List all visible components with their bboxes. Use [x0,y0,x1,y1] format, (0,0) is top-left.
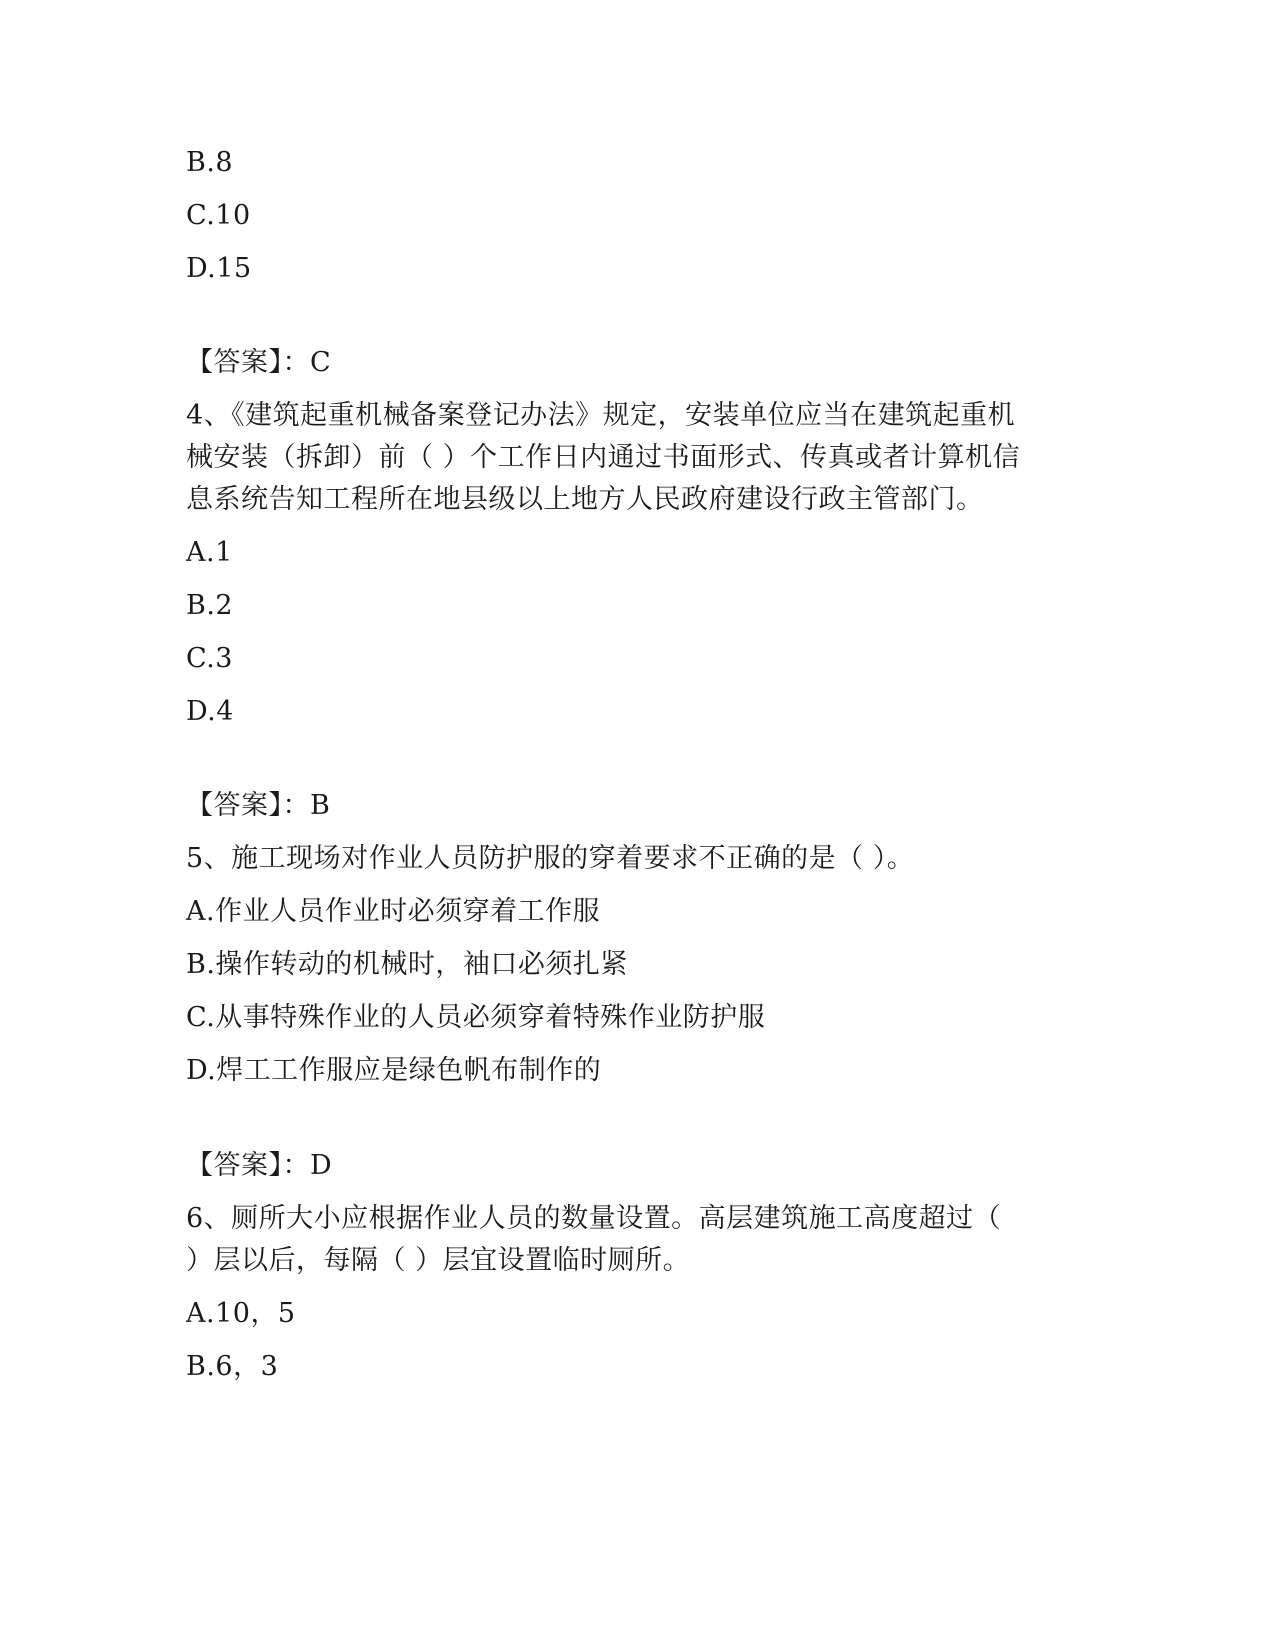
q4-answer: 【答案】：B [186,790,331,821]
q4-stem-line-3: 息系统告知工程所在地县级以上地方人民政府建设行政主管部门。 [186,484,984,515]
q4-option-a: A.1 [186,537,233,568]
q5-option-b: B.操作转动的机械时，袖口必须扎紧 [186,949,628,980]
q3-option-c: C.10 [186,200,251,231]
q5-option-d: D.焊工工作服应是绿色帆布制作的 [186,1055,602,1086]
q6-option-a: A.10，5 [186,1298,296,1329]
q6-option-b: B.6，3 [186,1351,279,1382]
q4-option-d: D.4 [186,696,234,727]
q3-option-d: D.15 [186,253,252,284]
q4-option-b: B.2 [186,590,234,621]
q5-stem-line-1: 5、施工现场对作业人员防护服的穿着要求不正确的是（ ）。 [186,843,915,874]
q5-answer: 【答案】：D [186,1150,333,1181]
q3-answer: 【答案】：C [186,347,332,378]
q5-option-c: C.从事特殊作业的人员必须穿着特殊作业防护服 [186,1002,766,1033]
q6-stem-line-2: ）层以后，每隔（ ）层宜设置临时厕所。 [186,1245,691,1276]
q3-option-b: B.8 [186,147,234,178]
q6-stem-line-1: 6、厕所大小应根据作业人员的数量设置。高层建筑施工高度超过（ [186,1203,1002,1234]
q4-stem-line-2: 械安装（拆卸）前（ ）个工作日内通过书面形式、传真或者计算机信 [186,442,1021,473]
q4-stem-line-1: 4、《建筑起重机械备案登记办法》规定，安装单位应当在建筑起重机 [186,400,1016,431]
q5-option-a: A.作业人员作业时必须穿着工作服 [186,896,601,927]
q4-option-c: C.3 [186,643,233,674]
